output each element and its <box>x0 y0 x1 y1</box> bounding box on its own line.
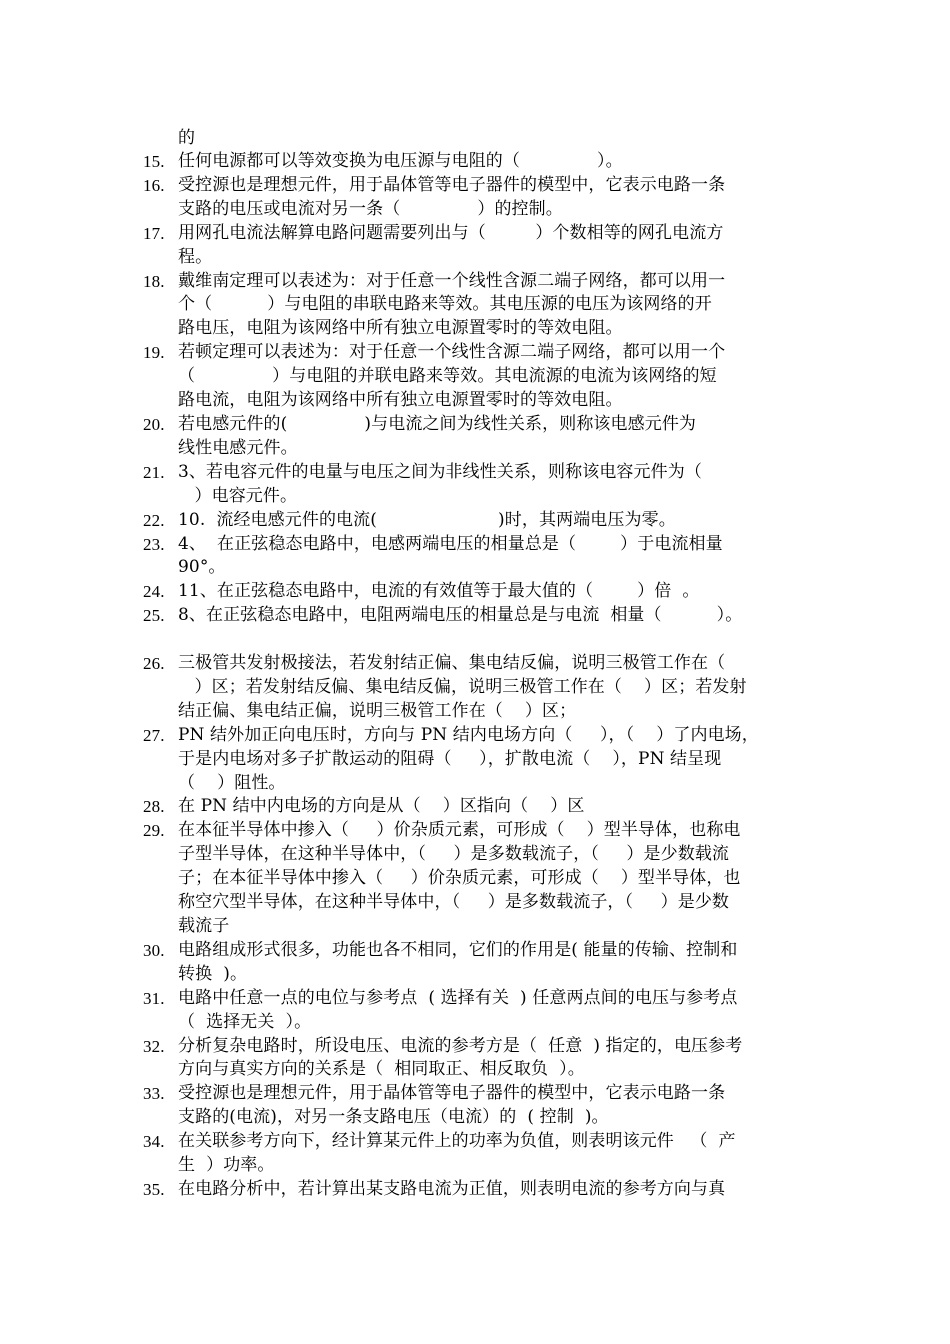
question-text-line: 在 PN 结中内电场的方向是从（ ）区指向（ ）区 <box>178 796 585 817</box>
question-text-line: 子型半导体，在这种半导体中，（ ）是多数载流子，（ ）是少数载流 <box>178 844 730 865</box>
question-number: 15. <box>143 152 165 171</box>
question-text-line: ）电容元件。 <box>178 485 298 506</box>
question-number: 25. <box>143 606 165 626</box>
question-item <box>143 1082 818 1130</box>
continued-text-fragment: 的 <box>178 128 195 148</box>
question-text-line: 支路的(电流)，对另一条支路电压（电流）的 ( 控制 )。 <box>178 1107 609 1128</box>
question-text-line: 4、 在正弦稳态电路中，电感两端电压的相量总是（ ）于电流相量 <box>178 533 723 554</box>
question-number: 29. <box>143 821 165 841</box>
question-item <box>143 604 818 628</box>
question-item <box>143 222 818 270</box>
question-text-line: 线性电感元件。 <box>178 437 298 458</box>
question-item <box>143 652 818 724</box>
question-number: 27. <box>143 725 165 745</box>
question-text-line: 路电压，电阻为该网络中所有独立电源置零时的等效电阻。 <box>178 318 623 339</box>
question-number: 34. <box>143 1132 165 1152</box>
question-text-line: 受控源也是理想元件，用于晶体管等电子器件的模型中，它表示电路一条 <box>178 174 726 195</box>
question-item <box>143 1035 818 1083</box>
question-item <box>143 795 818 819</box>
question-item <box>143 270 818 342</box>
question-text-line: 三极管共发射极接法，若发射结正偏、集电结反偏，说明三极管工作在（ <box>178 653 726 674</box>
question-text-line: ）区；若发射结反偏、集电结反偏，说明三极管工作在（ ）区；若发射 <box>178 676 747 697</box>
question-text-line: 载流子 <box>178 915 230 936</box>
question-text-line: 在关联参考方向下，经计算某元件上的功率为负值，则表明该元件 （ 产 <box>178 1131 736 1152</box>
question-number: 35. <box>143 1179 165 1199</box>
question-item <box>143 819 818 939</box>
question-number: 16. <box>143 175 165 195</box>
question-text-line: 转换 )。 <box>178 963 248 984</box>
question-item <box>143 413 818 461</box>
question-number: 24. <box>143 582 165 602</box>
question-number: 18. <box>143 271 165 291</box>
question-text-line: 方向与真实方向的关系是（ 相同取正、相反取负 ）。 <box>178 1059 585 1080</box>
question-item <box>143 580 818 604</box>
question-number: 30. <box>143 940 165 960</box>
question-number: 32. <box>143 1036 165 1056</box>
question-text-line: 受控源也是理想元件，用于晶体管等电子器件的模型中，它表示电路一条 <box>178 1083 726 1104</box>
question-number: 33. <box>143 1084 165 1104</box>
question-text-line: 11、在正弦稳态电路中，电流的有效值等于最大值的（ ）倍 。 <box>178 581 700 602</box>
question-text-line: 3、若电容元件的电量与电压之间为非线性关系，则称该电容元件为（ <box>178 461 702 482</box>
question-item <box>143 461 818 509</box>
question-text-line: 子；在本征半导体中掺入（ ）价杂质元素，可形成（ ）型半导体，也 <box>178 868 741 889</box>
question-text-line: 于是内电场对多子扩散运动的阻碍（ ），扩散电流（ ），PN 结呈现 <box>178 748 722 769</box>
question-text-line: （ ）与电阻的并联电路来等效。其电流源的电流为该网络的短 <box>178 366 717 387</box>
question-text-line: 若电感元件的( )与电流之间为线性关系，则称该电感元件为 <box>178 413 697 434</box>
question-number: 26. <box>143 654 165 674</box>
question-item <box>143 987 818 1035</box>
question-item <box>143 1178 818 1202</box>
question-item <box>143 341 818 413</box>
question-text-line: 电路组成形式很多，功能也各不相同，它们的作用是( 能量的传输、控制和 <box>178 939 738 960</box>
question-number: 20. <box>143 414 165 434</box>
question-text-line: 程。 <box>178 246 213 267</box>
question-text-line: 任何电源都可以等效变换为电压源与电阻的（ ）。 <box>178 151 623 171</box>
question-number: 23. <box>143 534 165 554</box>
question-number: 19. <box>143 343 165 363</box>
question-number: 17. <box>143 223 165 243</box>
question-item <box>143 174 818 222</box>
question-text-line: 生 ）功率。 <box>178 1155 275 1176</box>
question-number: 22. <box>143 510 165 530</box>
question-text-line: （ ）阻性。 <box>178 772 286 793</box>
question-item <box>143 1130 818 1178</box>
question-item <box>143 509 818 533</box>
question-text-line: 在电路分析中，若计算出某支路电流为正值，则表明电流的参考方向与真 <box>178 1178 726 1199</box>
question-text-line: 分析复杂电路时，所设电压、电流的参考方是（ 任意 ) 指定的，电压参考 <box>178 1035 743 1056</box>
question-number: 28. <box>143 797 165 817</box>
question-text-line: 戴维南定理可以表述为：对于任意一个线性含源二端子网络，都可以用一 <box>178 270 726 291</box>
question-text-line: 路电流，电阻为该网络中所有独立电源置零时的等效电阻。 <box>178 390 623 411</box>
question-item <box>143 150 818 174</box>
question-text-line: PN 结外加正向电压时，方向与 PN 结内电场方向（ ），（ ）了内电场， <box>178 724 759 745</box>
question-item <box>143 939 818 987</box>
question-text-line: 电路中任意一点的电位与参考点 ( 选择有关 ) 任意两点间的电压与参考点 <box>178 987 738 1008</box>
question-text-line: 支路的电压或电流对另一条（ ）的控制。 <box>178 198 563 219</box>
question-text-line: 结正偏、集电结正偏，说明三极管工作在（ ）区； <box>178 700 577 721</box>
question-text-line: 8、在正弦稳态电路中，电阻两端电压的相量总是与电流 相量（ ）。 <box>178 605 743 626</box>
question-text-line: （ 选择无关 ）。 <box>178 1011 312 1032</box>
question-text-line: 个（ ）与电阻的串联电路来等效。其电压源的电压为该网络的开 <box>178 294 712 315</box>
question-text-line: 在本征半导体中掺入（ ）价杂质元素，可形成（ ）型半导体，也称电 <box>178 820 741 841</box>
question-item <box>143 533 818 581</box>
question-text-line: 10. 流经电感元件的电流( )时，其两端电压为零。 <box>178 509 676 530</box>
question-list <box>0 150 950 1202</box>
question-text-line: 用网孔电流法解算电路问题需要列出与（ ）个数相等的网孔电流方 <box>178 222 724 243</box>
question-number: 31. <box>143 988 165 1008</box>
question-text-line: 90°。 <box>178 557 226 578</box>
question-text-line: 称空穴型半导体，在这种半导体中，（ ）是多数载流子，（ ）是少数 <box>178 892 730 913</box>
question-item <box>143 724 818 796</box>
question-number: 21. <box>143 462 165 482</box>
question-text-line: 若顿定理可以表述为：对于任意一个线性含源二端子网络，都可以用一个 <box>178 342 726 363</box>
